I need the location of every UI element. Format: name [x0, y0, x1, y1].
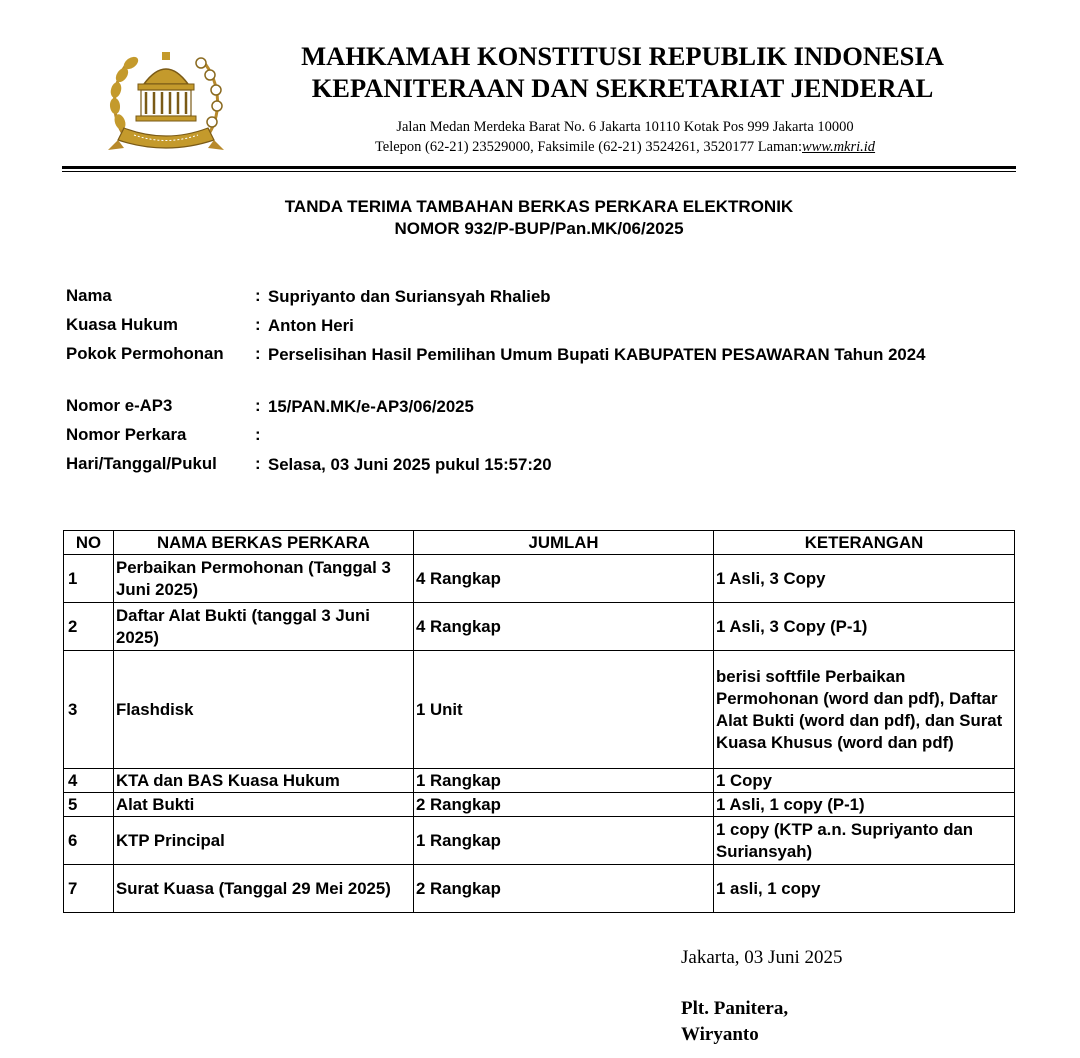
table-row — [64, 769, 1015, 793]
col-header-no: NO — [64, 531, 114, 555]
cell-nama: Flashdisk — [114, 651, 414, 769]
signature-name: Wiryanto — [681, 1024, 759, 1045]
info-label: Pokok Permohonan — [66, 344, 224, 363]
info-label: Nama — [66, 286, 112, 305]
info-colon: : — [255, 396, 261, 415]
document-title: TANDA TERIMA TAMBAHAN BERKAS PERKARA ELEKTRONIK — [284, 197, 794, 216]
cell-keterangan: 1 copy (KTP a.n. Supriyanto dan Suriansyah) — [714, 817, 1015, 865]
table-row — [64, 603, 1015, 651]
org-address: Jalan Medan Merdeka Barat No. 6 Jakarta 10110 Kotak Pos 999 Jakarta 10000 — [396, 119, 854, 135]
cell-jumlah: 1 Rangkap — [414, 817, 714, 865]
cell-keterangan: 1 Asli, 3 Copy — [714, 555, 1015, 603]
info-value: Selasa, 03 Juni 2025 pukul 15:57:20 — [268, 455, 552, 474]
cell-keterangan: berisi softfile Perbaikan Permohonan (word dan pdf), Daftar Alat Bukti (word dan pdf), dan Surat Kuasa Khusus (word dan pdf) — [714, 651, 1015, 769]
cell-nama: KTA dan BAS Kuasa Hukum — [114, 769, 414, 793]
cell-jumlah: 2 Rangkap — [414, 793, 714, 817]
col-header-nama: NAMA BERKAS PERKARA — [114, 531, 414, 555]
info-colon: : — [255, 425, 261, 444]
berkas-table — [63, 530, 1015, 913]
cell-no: 3 — [64, 651, 114, 769]
cell-nama: KTP Principal — [114, 817, 414, 865]
header-divider-thick — [62, 166, 1016, 169]
signature-place-date: Jakarta, 03 Juni 2025 — [681, 947, 843, 968]
cell-jumlah: 1 Rangkap — [414, 769, 714, 793]
table-row — [64, 651, 1015, 769]
cell-nama: Perbaikan Permohonan (Tanggal 3 Juni 2025) — [114, 555, 414, 603]
cell-no: 2 — [64, 603, 114, 651]
info-label: Kuasa Hukum — [66, 315, 178, 334]
cell-keterangan: 1 Asli, 1 copy (P-1) — [714, 793, 1015, 817]
info-value: Supriyanto dan Suriansyah Rhalieb — [268, 287, 551, 306]
signature-title: Plt. Panitera, — [681, 998, 789, 1019]
org-name-line2: KEPANITERAAN DAN SEKRETARIAT JENDERAL — [311, 73, 934, 103]
document-number: NOMOR 932/P-BUP/Pan.MK/06/2025 — [394, 219, 684, 238]
info-label: Nomor e-AP3 — [66, 396, 173, 415]
info-colon: : — [255, 454, 261, 473]
cell-no: 1 — [64, 555, 114, 603]
cell-jumlah: 1 Unit — [414, 651, 714, 769]
cell-nama: Alat Bukti — [114, 793, 414, 817]
cell-no: 7 — [64, 865, 114, 913]
cell-keterangan: 1 asli, 1 copy — [714, 865, 1015, 913]
table-row — [64, 555, 1015, 603]
info-label: Hari/Tanggal/Pukul — [66, 454, 217, 473]
header-divider-thin — [62, 171, 1016, 172]
info-colon: : — [255, 344, 261, 363]
mahkamah-konstitusi-emblem-icon — [104, 40, 228, 160]
org-website-link[interactable]: www.mkri.id — [802, 139, 876, 155]
cell-jumlah: 4 Rangkap — [414, 603, 714, 651]
cell-nama: Surat Kuasa (Tanggal 29 Mei 2025) — [114, 865, 414, 913]
table-row — [64, 865, 1015, 913]
cell-jumlah: 4 Rangkap — [414, 555, 714, 603]
info-colon: : — [255, 286, 261, 305]
info-value: Anton Heri — [268, 316, 354, 335]
cell-no: 6 — [64, 817, 114, 865]
cell-jumlah: 2 Rangkap — [414, 865, 714, 913]
info-label: Nomor Perkara — [66, 425, 187, 444]
org-contact — [300, 137, 950, 157]
col-header-keterangan: KETERANGAN — [714, 531, 1015, 555]
cell-keterangan: 1 Copy — [714, 769, 1015, 793]
table-row — [64, 793, 1015, 817]
info-colon: : — [255, 315, 261, 334]
table-row — [64, 817, 1015, 865]
cell-no: 4 — [64, 769, 114, 793]
table-header-row — [64, 531, 1015, 555]
org-phone: Telepon (62-21) 23529000, Faksimile (62-21) 3524261, 3520177 Laman: — [374, 139, 803, 155]
col-header-jumlah: JUMLAH — [414, 531, 714, 555]
cell-keterangan: 1 Asli, 3 Copy (P-1) — [714, 603, 1015, 651]
info-value: 15/PAN.MK/e-AP3/06/2025 — [268, 397, 474, 416]
org-name-line1: MAHKAMAH KONSTITUSI REPUBLIK INDONESIA — [301, 41, 944, 71]
info-value: Perselisihan Hasil Pemilihan Umum Bupati KABUPATEN PESAWARAN Tahun 2024 — [268, 345, 926, 364]
cell-nama: Daftar Alat Bukti (tanggal 3 Juni 2025) — [114, 603, 414, 651]
cell-no: 5 — [64, 793, 114, 817]
